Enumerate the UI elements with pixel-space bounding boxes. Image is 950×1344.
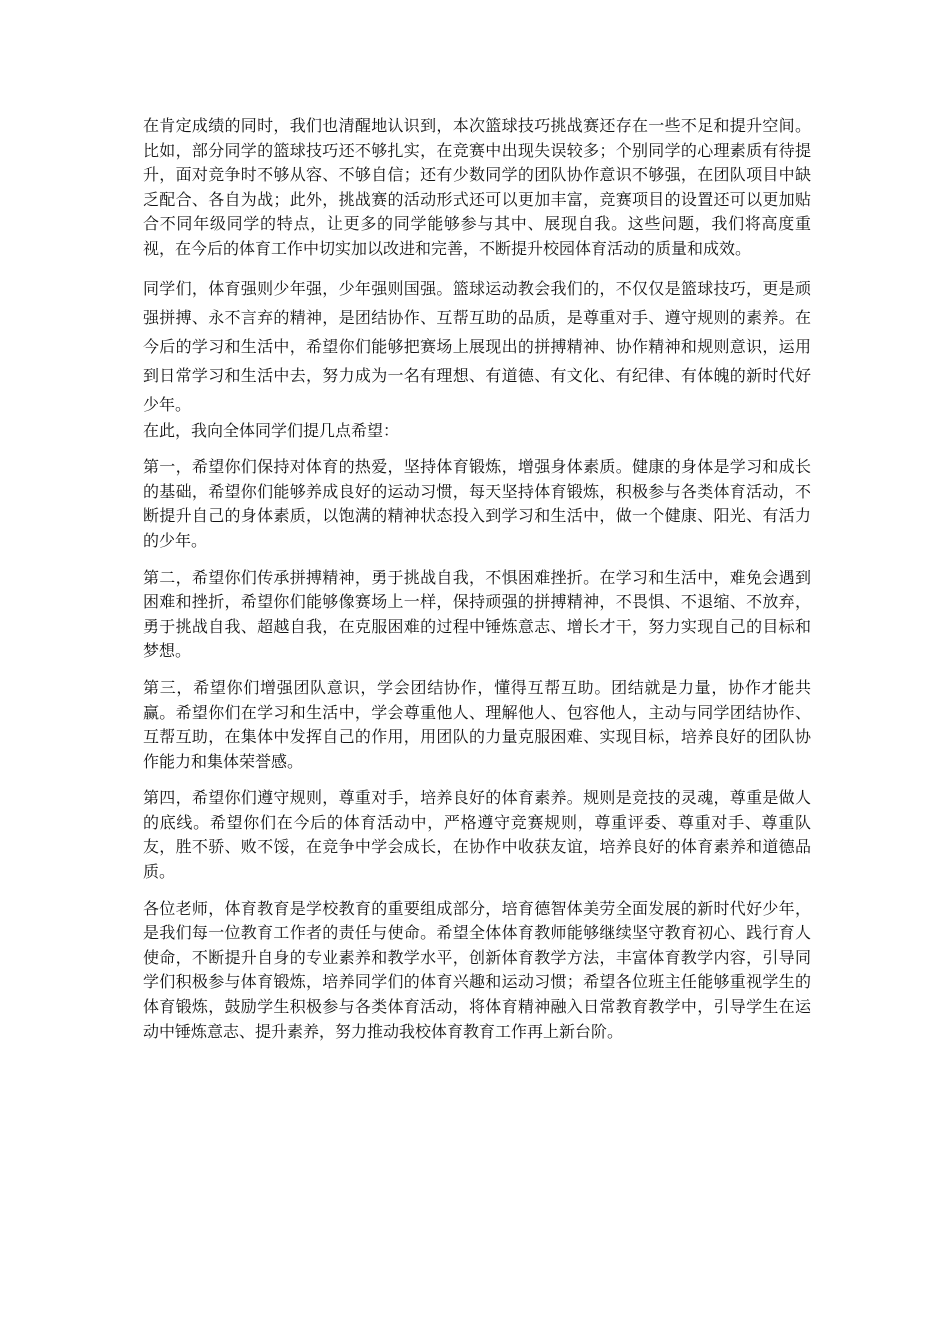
paragraph-students-address: 同学们，体育强则少年强，少年强则国强。篮球运动教会我们的，不仅仅是篮球技巧，更是顽强拼搏、永不言弃的精神，是团结协作、互帮互助的品质，是尊重对手、遵守规则的素养。在今后的学习和生活中，希望你们能够把赛场上展现出的拼搏精神、协作精神和规则意识，运用到日常学习和生活中去，努力成为一名有理想、有道德、有文化、有纪律、有体魄的新时代好少年。 — [143, 278, 811, 414]
paragraph-shortcomings: 在肯定成绩的同时，我们也清醒地认识到，本次篮球技巧挑战赛还存在一些不足和提升空间。比如，部分同学的篮球技巧还不够扎实，在竞赛中出现失误较多；个别同学的心理素质有待提升，面对竞争时不够从容、不够自信；还有少数同学的团队协作意识不够强，在团队项目中缺乏配合、各自为战；此外，挑战赛的活动形式还可以更加丰富，竞赛项目的设置还可以更加贴合不同年级同学的特点，让更多的同学能够参与其中、展现自我。这些问题，我们将高度重视，在今后的体育工作中切实加以改进和完善，不断提升校园体育活动的质量和成效。 — [143, 116, 811, 258]
document-body — [143, 114, 811, 1056]
paragraph-hope-second: 第二，希望你们传承拼搏精神，勇于挑战自我，不惧困难挫折。在学习和生活中，难免会遇到困难和挫折，希望你们能够像赛场上一样，保持顽强的拼搏精神，不畏惧、不退缩、不放弃，勇于挑战自我、超越自我，在克服困难的过程中锤炼意志、增长才干，努力实现自己的目标和梦想。 — [143, 567, 811, 661]
paragraph-teachers-address: 各位老师，体育教育是学校教育的重要组成部分，培育德智体美劳全面发展的新时代好少年，是我们每一位教育工作者的责任与使命。希望全体体育教师能够继续坚守教育初心、践行育人使命，不断提升自身的专业素养和教学水平，创新体育教学方法，丰富体育教学内容，引导同学们积极参与体育锻炼，培养同学们的体育兴趣和运动习惯；希望各位班主任能够重视学生的体育锻炼，鼓励学生积极参与各类体育活动，将体育精神融入日常教育教学中，引导学生在运动中锤炼意志、提升素养，努力推动我校体育教育工作再上新台阶。 — [143, 898, 811, 1041]
paragraph-hopes-intro: 在此，我向全体同学们提几点希望： — [143, 420, 400, 440]
paragraph-hope-first: 第一，希望你们保持对体育的热爱，坚持体育锻炼，增强身体素质。健康的身体是学习和成长的基础，希望你们能够养成良好的运动习惯，每天坚持体育锻炼，积极参与各类体育活动，不断提升自己的身体素质，以饱满的精神状态投入到学习和生活中，做一个健康、阳光、有活力的少年。 — [143, 457, 811, 550]
paragraph-hope-third: 第三，希望你们增强团队意识，学会团结协作，懂得互帮互助。团结就是力量，协作才能共赢。希望你们在学习和生活中，学会尊重他人、理解他人、包容他人，主动与同学团结协作、互帮互助，在集体中发挥自己的作用，用团队的力量克服困难、实现目标，培养良好的团队协作能力和集体荣誉感。 — [143, 677, 811, 771]
paragraph-hope-fourth: 第四，希望你们遵守规则，尊重对手，培养良好的体育素养。规则是竞技的灵魂，尊重是做人的底线。希望你们在今后的体育活动中，严格遵守竞赛规则，尊重评委、尊重对手、尊重队友，胜不骄、败不馁，在竞争中学会成长，在协作中收获友谊，培养良好的体育素养和道德品质。 — [143, 788, 811, 882]
